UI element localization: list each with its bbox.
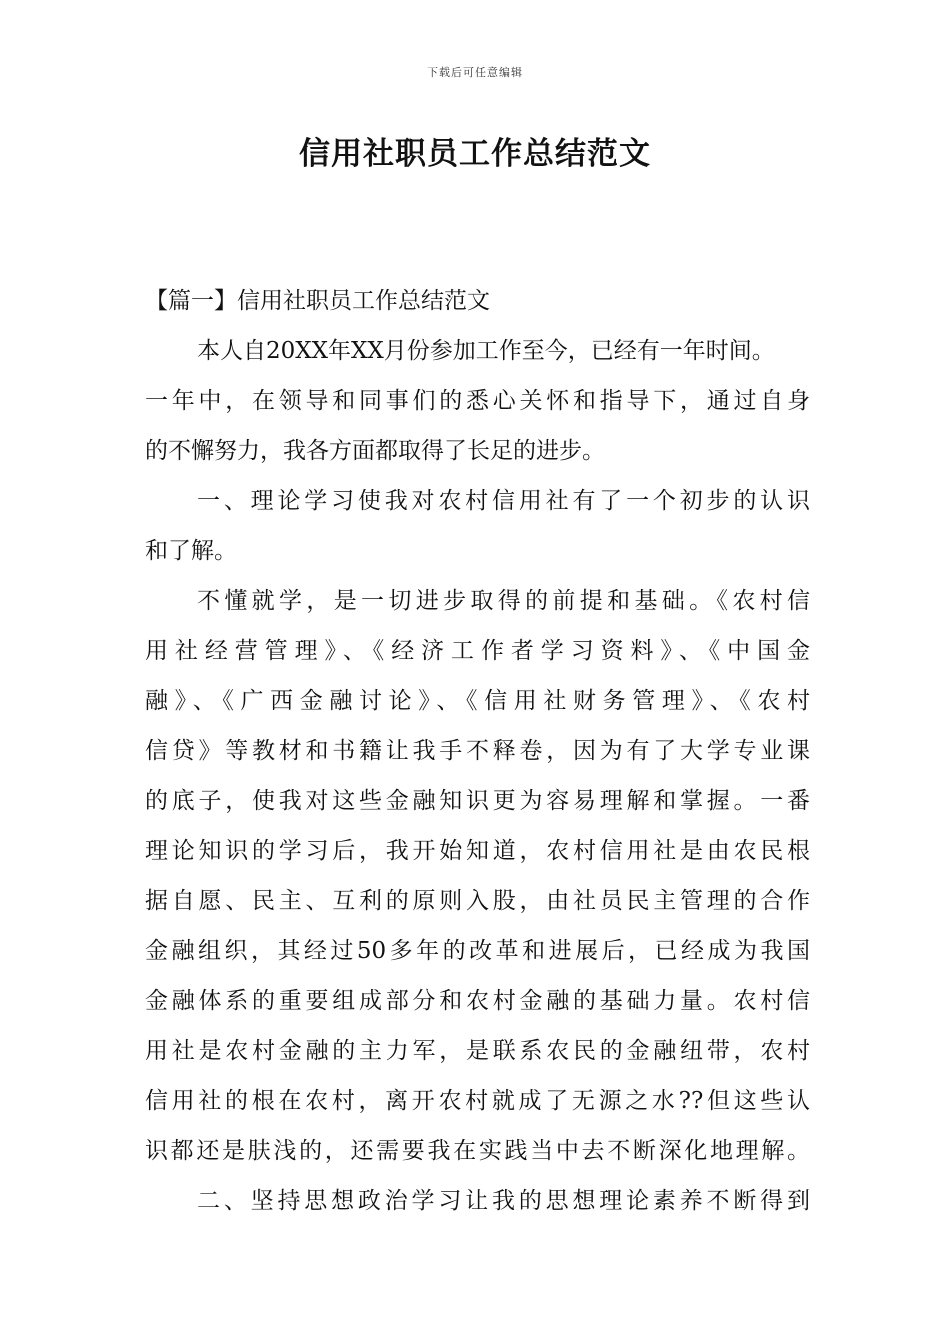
paragraph-line: 信贷》等教材和书籍让我手不释卷，因为有了大学专业课 xyxy=(145,738,810,764)
paragraph-line: 不懂就学，是一切进步取得的前提和基础。《农村信 xyxy=(197,588,810,614)
paragraph-line: 金融体系的重要组成部分和农村金融的基础力量。农村信 xyxy=(145,988,810,1014)
paragraph-line: 一年中，在领导和同事们的悉心关怀和指导下，通过自身 xyxy=(145,388,810,414)
document-title: 信用社职员工作总结范文 xyxy=(299,136,651,172)
paragraph-line: 用社是农村金融的主力军，是联系农民的金融纽带，农村 xyxy=(145,1038,810,1064)
paragraph-line: 用社经营管理》、《经济工作者学习资料》、《中国金 xyxy=(145,638,810,664)
paragraph-line: 据自愿、民主、互利的原则入股，由社员民主管理的合作 xyxy=(145,888,810,914)
document-body xyxy=(145,276,810,1226)
paragraph-line: 识都还是肤浅的，还需要我在实践当中去不断深化地理解。 xyxy=(145,1138,810,1164)
paragraph-line: 融》、《广西金融讨论》、《信用社财务管理》、《农村 xyxy=(145,688,810,714)
paragraph-line: 金融组织，其经过50多年的改革和进展后，已经成为我国 xyxy=(145,938,810,964)
paragraph-line: 一、理论学习使我对农村信用社有了一个初步的认识 xyxy=(197,488,810,514)
paragraph-line: 的不懈努力，我各方面都取得了长足的进步。 xyxy=(145,438,605,464)
paragraph-line: 理论知识的学习后，我开始知道，农村信用社是由农民根 xyxy=(145,838,810,864)
paragraph-line: 信用社的根在农村，离开农村就成了无源之水??但这些认 xyxy=(145,1088,810,1114)
paragraph-line: 二、坚持思想政治学习让我的思想理论素养不断得到 xyxy=(197,1188,810,1214)
section-heading: 【篇一】信用社职员工作总结范文 xyxy=(145,288,490,314)
paragraph-line: 和了解。 xyxy=(145,538,237,564)
paragraph-line: 本人自20XX年XX月份参加工作至今，已经有一年时间。 xyxy=(197,338,775,364)
header-note: 下载后可任意编辑 xyxy=(427,66,523,79)
paragraph-line: 的底子，使我对这些金融知识更为容易理解和掌握。一番 xyxy=(145,788,810,814)
